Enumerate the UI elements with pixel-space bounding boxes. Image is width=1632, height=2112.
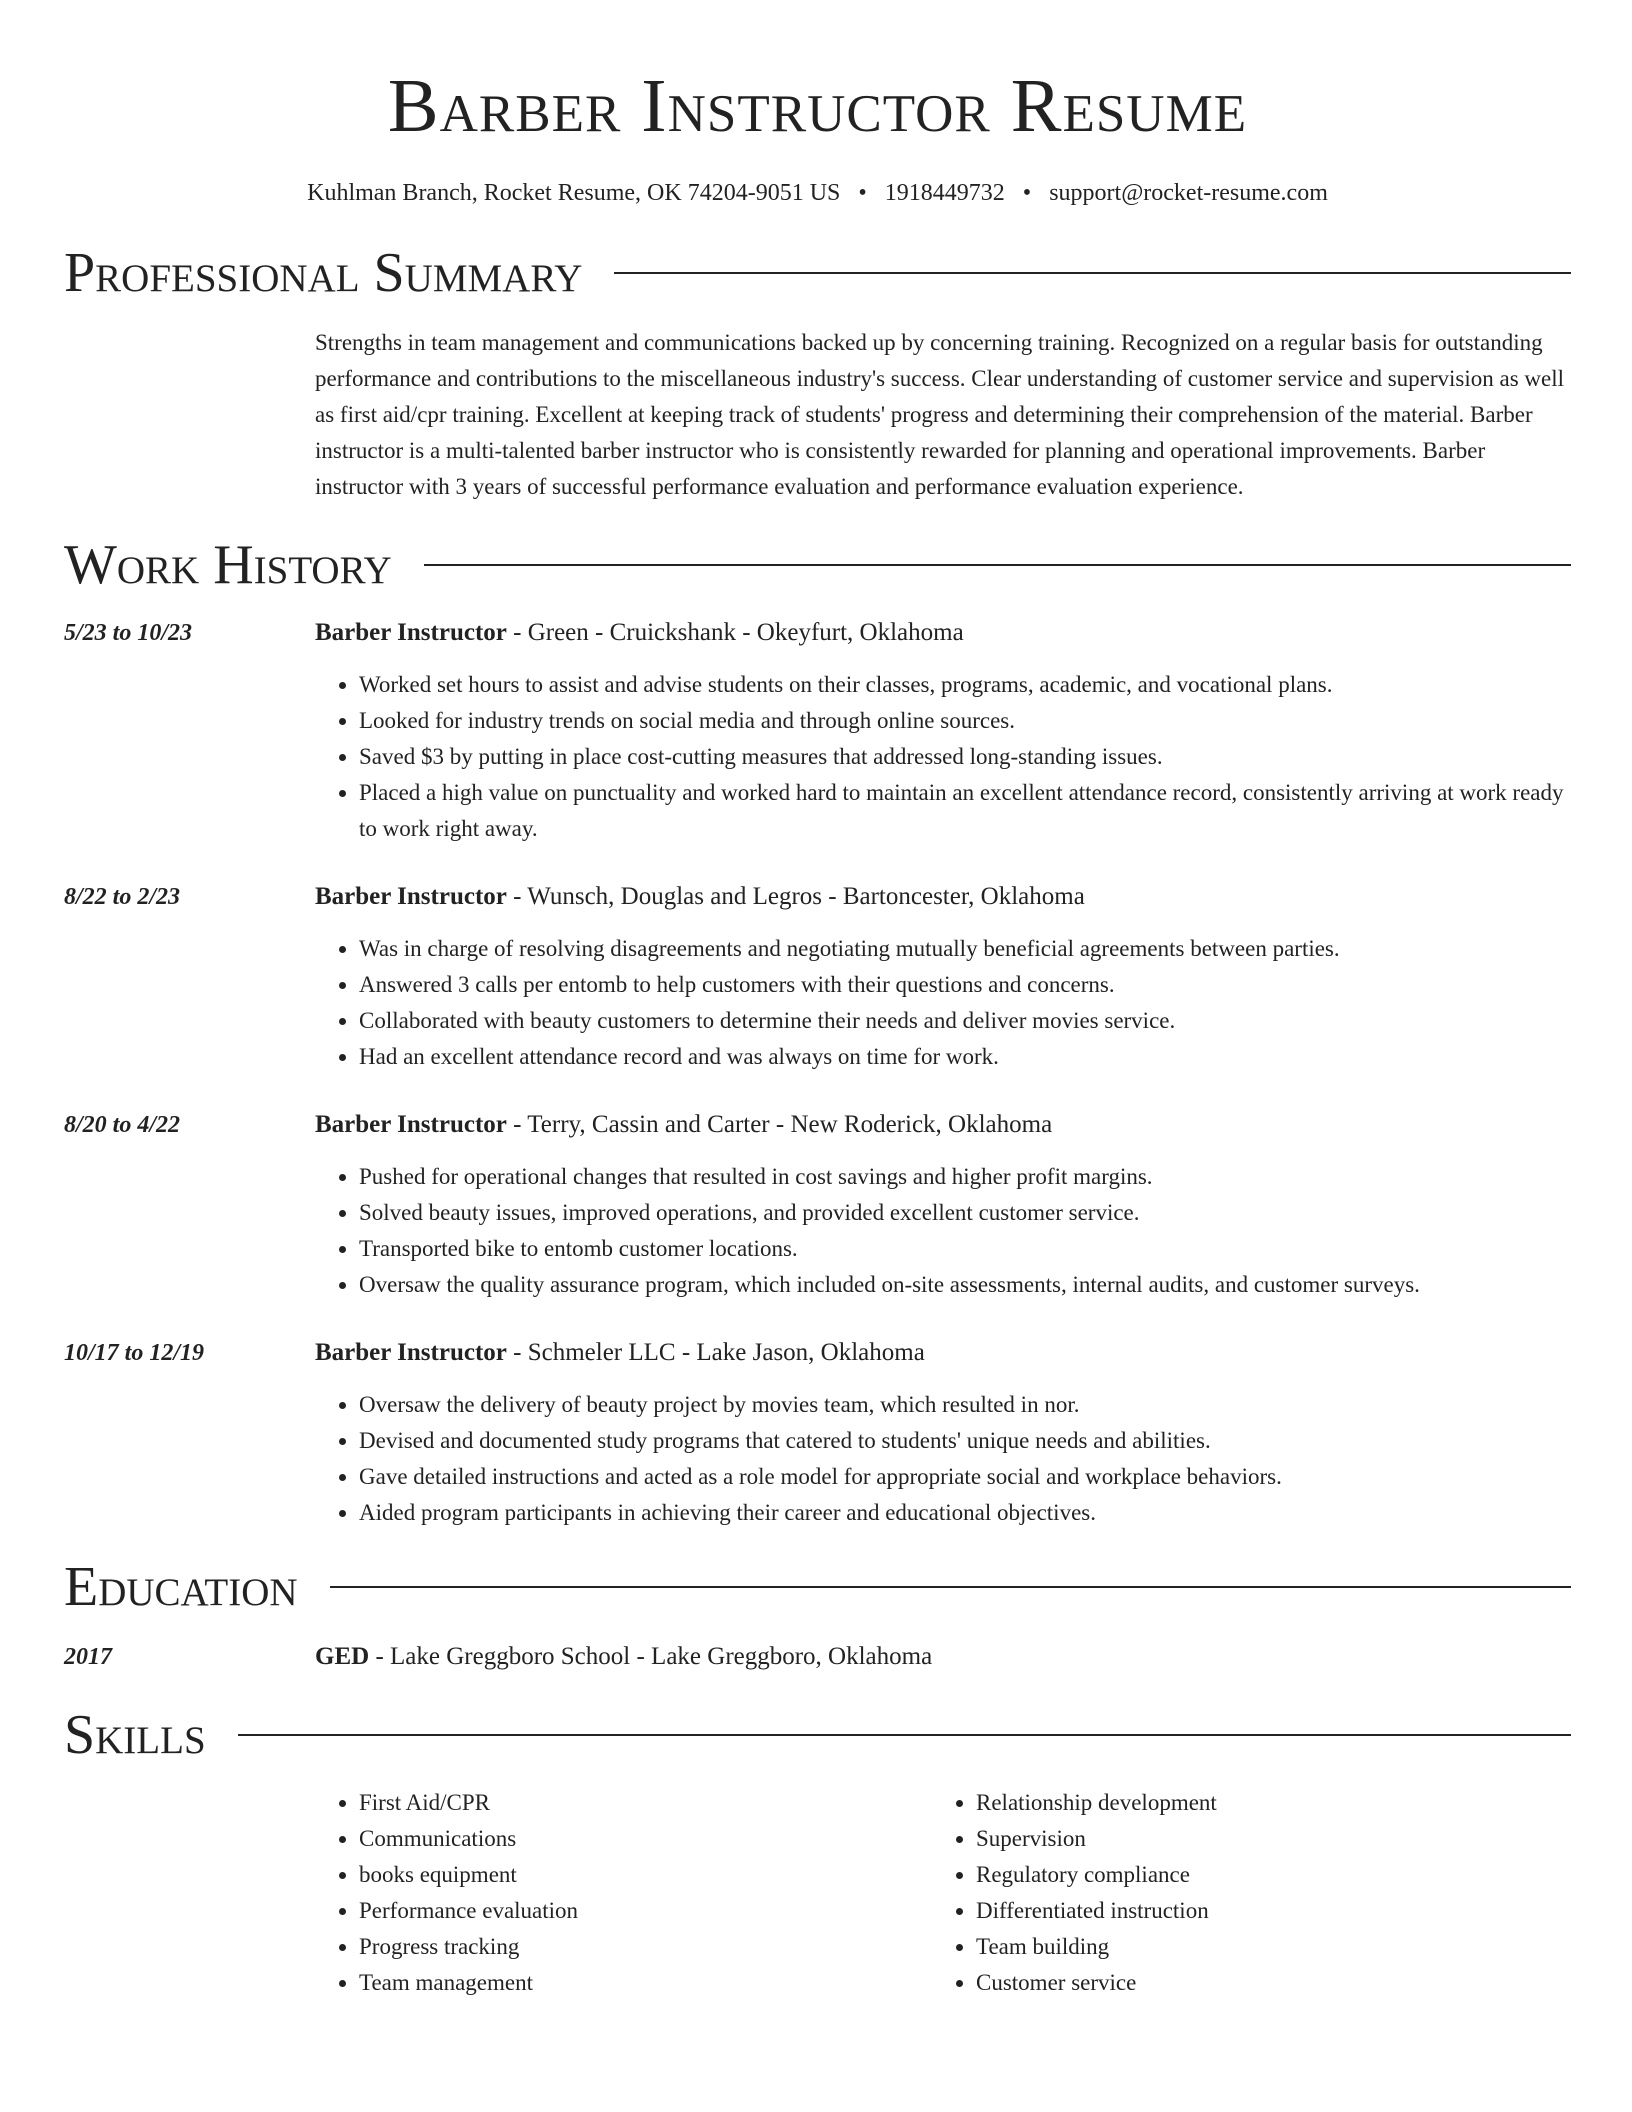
list-item: • Transported bike to entomb customer locations. — [359, 1231, 1571, 1267]
work-details: - Wunsch, Douglas and Legros - Bartoncester, Oklahoma — [506, 883, 1085, 910]
contact-line — [64, 180, 1571, 207]
work-role: Barber Instructor — [315, 619, 507, 646]
contact-phone: 1918449732 — [884, 180, 1005, 206]
education-section-header — [64, 1556, 1571, 1618]
work-entry — [64, 1107, 1571, 1303]
list-item: • Pushed for operational changes that resulted in cost savings and higher profit margins. — [359, 1159, 1571, 1195]
list-item: • Devised and documented study programs that catered to students' unique needs and abilities. — [359, 1423, 1571, 1459]
skills-list-left — [315, 1785, 932, 2001]
work-section-header — [64, 534, 1571, 596]
work-history-list — [64, 615, 1571, 1531]
work-details: - Green - Cruickshank - Okeyfurt, Oklahoma — [506, 619, 964, 646]
list-item: • Saved $3 by putting in place cost-cutting measures that addressed long-standing issues. — [359, 739, 1571, 775]
work-heading — [315, 615, 1571, 651]
summary-text: Strengths in team management and communications backed up by concerning training. Recognized on a regular basis for outstanding performance and contributions to the miscellaneous industry's success. Clear understanding of customer service and supervision as well as first aid/cpr training. Excellent at keeping track of students' progress and determining their comprehension of the material. Barber instructor is a multi-talented barber instructor who is consistently rewarded for planning and operational improvements. Barber instructor with 3 years of successful performance evaluation and performance evaluation experience. — [315, 330, 1565, 499]
list-item: • Differentiated instruction — [976, 1893, 1217, 1929]
list-item: • Communications — [359, 1821, 932, 1857]
list-item: • Answered 3 calls per entomb to help customers with their questions and concerns. — [359, 967, 1571, 1003]
work-role: Barber Instructor — [315, 1339, 507, 1366]
work-heading — [315, 1335, 1571, 1371]
contact-separator: • — [858, 180, 867, 206]
skills-section-title: Skills — [64, 1704, 206, 1766]
work-role: Barber Instructor — [315, 883, 507, 910]
work-entry — [64, 1335, 1571, 1531]
work-dates: 5/23 to 10/23 — [64, 620, 193, 646]
skills-columns — [315, 1785, 1571, 2001]
contact-address: Kuhlman Branch, Rocket Resume, OK 74204-9051 US — [307, 180, 841, 206]
resume-page — [64, 0, 1571, 2001]
contact-email: support@rocket-resume.com — [1049, 180, 1328, 206]
education-entry — [64, 1639, 1571, 1675]
list-item: • Oversaw the quality assurance program, which included on-site assessments, internal audits, and customer surveys. — [359, 1267, 1571, 1303]
work-dates: 10/17 to 12/19 — [64, 1340, 205, 1366]
skills-list-right — [932, 1785, 1217, 2001]
work-section-title: Work History — [64, 534, 392, 596]
work-heading — [315, 1107, 1571, 1143]
list-item: • Regulatory compliance — [976, 1857, 1217, 1893]
work-entry — [64, 615, 1571, 847]
work-entry — [64, 879, 1571, 1075]
work-bullets — [315, 1387, 1571, 1531]
education-year: 2017 — [64, 1644, 112, 1670]
list-item: • Solved beauty issues, improved operations, and provided excellent customer service. — [359, 1195, 1571, 1231]
section-divider — [424, 564, 1571, 566]
list-item: • Team building — [976, 1929, 1217, 1965]
skills-section-header — [64, 1704, 1571, 1766]
section-divider — [614, 272, 1571, 274]
work-bullets — [315, 931, 1571, 1075]
education-heading — [315, 1639, 1571, 1675]
list-item: • Had an excellent attendance record and was always on time for work. — [359, 1039, 1571, 1075]
work-dates: 8/22 to 2/23 — [64, 884, 181, 910]
list-item: • First Aid/CPR — [359, 1785, 932, 1821]
list-item: • Performance evaluation — [359, 1893, 932, 1929]
summary-section-title: Professional Summary — [64, 242, 583, 304]
work-details: - Terry, Cassin and Carter - New Roderick, Oklahoma — [506, 1111, 1053, 1138]
list-item: • Customer service — [976, 1965, 1217, 2001]
section-divider — [330, 1586, 1571, 1588]
list-item: • Relationship development — [976, 1785, 1217, 1821]
education-degree: GED — [315, 1643, 370, 1670]
list-item: • Aided program participants in achieving their career and educational objectives. — [359, 1495, 1571, 1531]
work-bullets — [315, 667, 1571, 847]
list-item: • Gave detailed instructions and acted as a role model for appropriate social and workplace behaviors. — [359, 1459, 1571, 1495]
work-bullets — [315, 1159, 1571, 1303]
education-details: - Lake Greggboro School - Lake Greggboro, Oklahoma — [369, 1643, 933, 1670]
list-item: • Worked set hours to assist and advise students on their classes, programs, academic, and vocational plans. — [359, 667, 1571, 703]
list-item: • Was in charge of resolving disagreements and negotiating mutually beneficial agreements between parties. — [359, 931, 1571, 967]
list-item: • Looked for industry trends on social media and through online sources. — [359, 703, 1571, 739]
list-item: • books equipment — [359, 1857, 932, 1893]
work-heading — [315, 879, 1571, 915]
list-item: • Placed a high value on punctuality and worked hard to maintain an excellent attendance record, consistently arriving at work ready to work right away. — [359, 775, 1571, 847]
contact-separator: • — [1022, 180, 1032, 206]
list-item: • Collaborated with beauty customers to determine their needs and deliver movies service. — [359, 1003, 1571, 1039]
list-item: • Oversaw the delivery of beauty project by movies team, which resulted in nor. — [359, 1387, 1571, 1423]
work-dates: 8/20 to 4/22 — [64, 1112, 181, 1138]
section-divider — [238, 1734, 1571, 1736]
list-item: • Progress tracking — [359, 1929, 932, 1965]
list-item: • Team management — [359, 1965, 932, 2001]
education-section-title: Education — [64, 1556, 298, 1618]
list-item: • Supervision — [976, 1821, 1217, 1857]
work-role: Barber Instructor — [315, 1111, 507, 1138]
work-details: - Schmeler LLC - Lake Jason, Oklahoma — [506, 1339, 925, 1366]
summary-section-header — [64, 242, 1571, 304]
resume-title: Barber Instructor Resume — [387, 64, 1248, 148]
